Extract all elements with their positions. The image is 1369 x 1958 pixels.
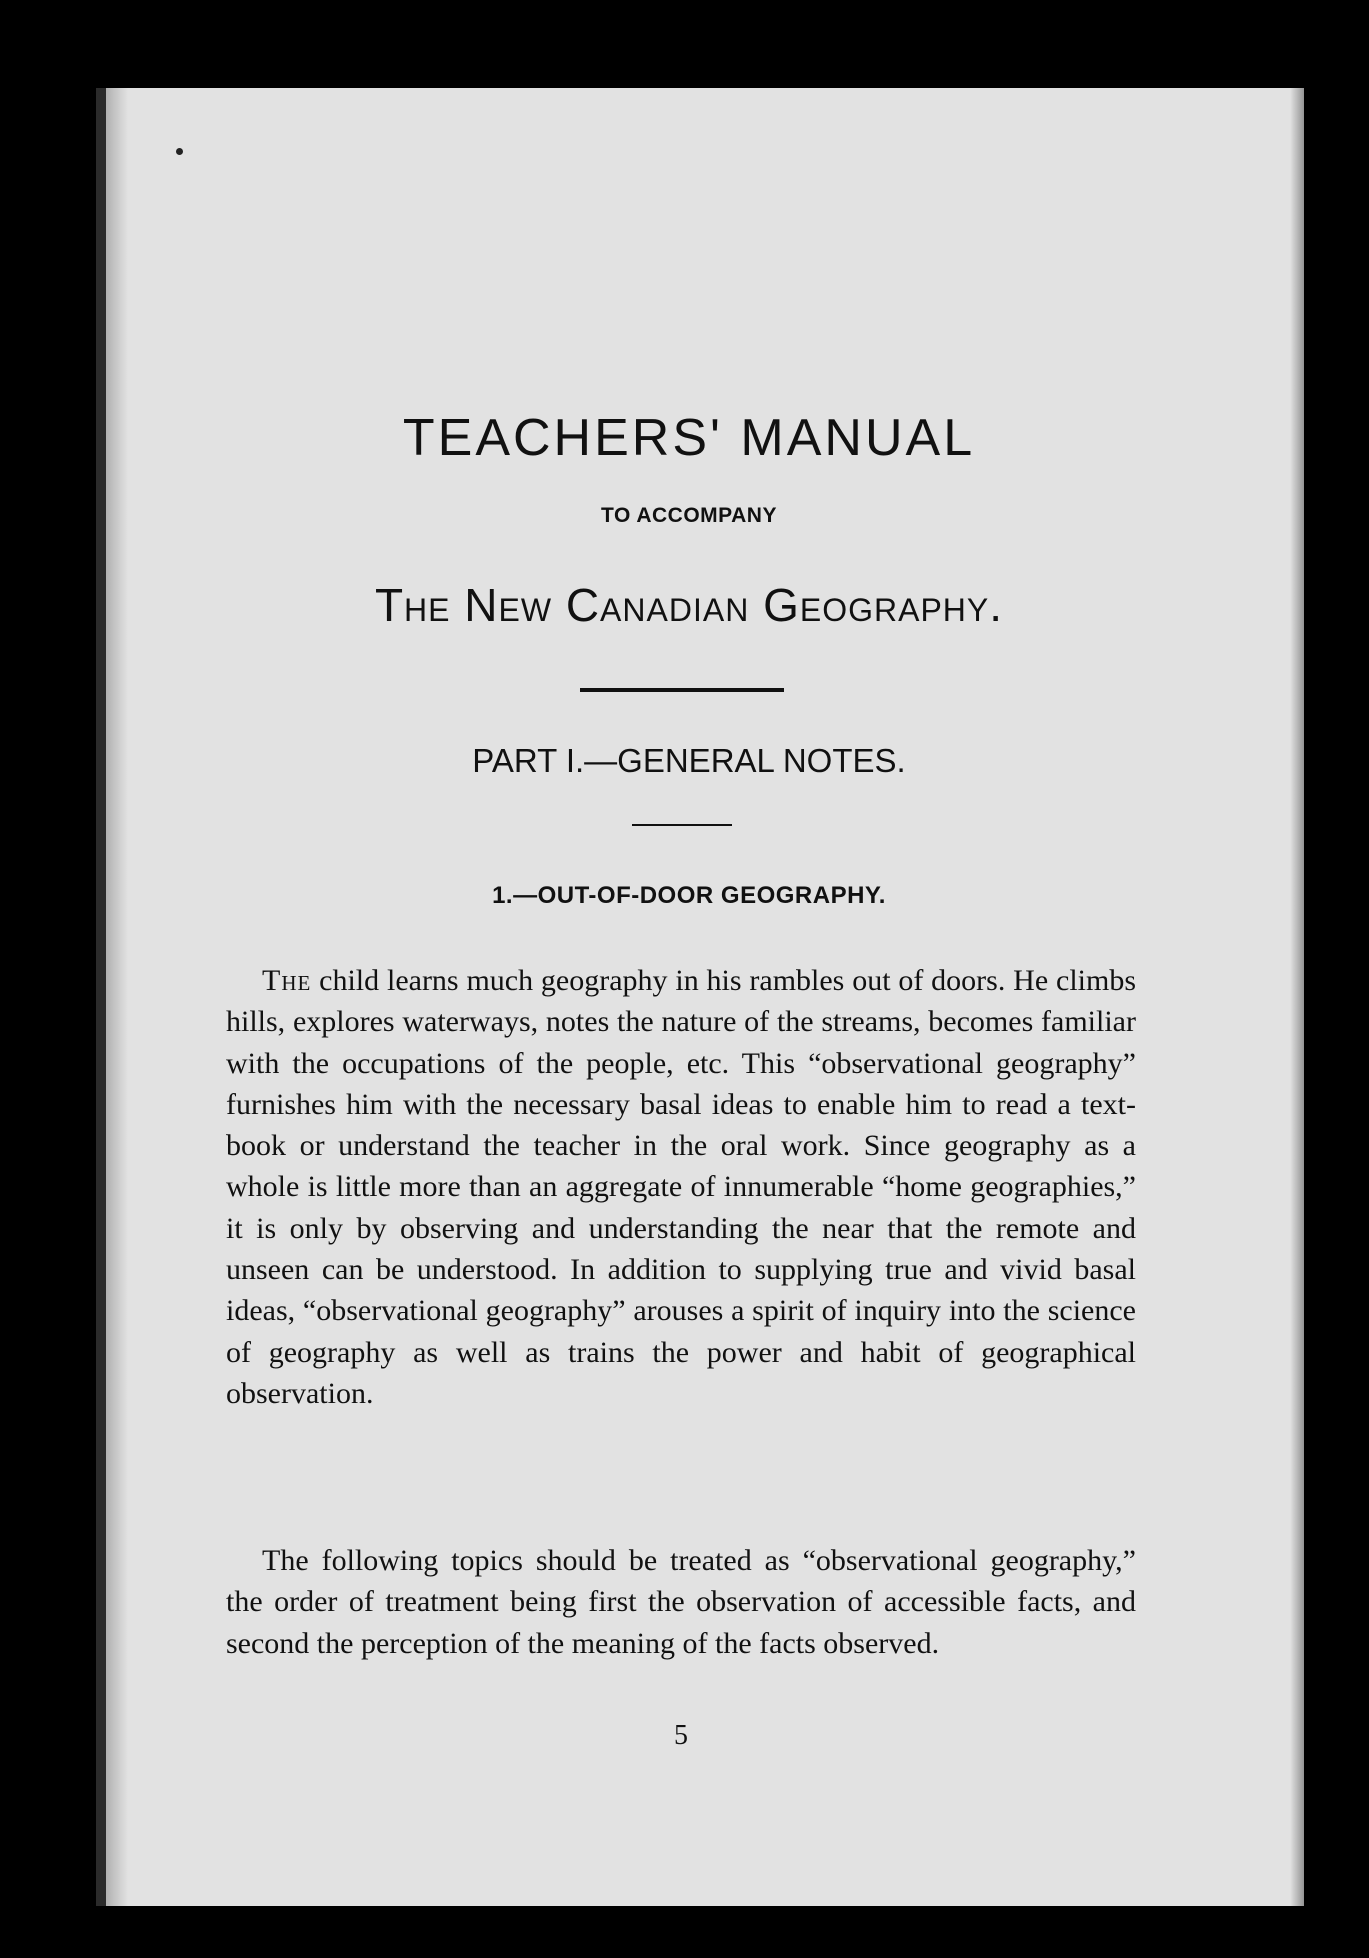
paragraph-1: [226, 960, 1136, 1414]
paragraph-1-text: child learns much geography in his rambles out of doors. He climbs hills, explores waterways, notes the nature of the streams, becomes familiar with the occupations of the people, etc. This “observational geography” furnishes him with the necessary basal ideas to enable him to read a text-book or understand the teacher in the oral work. Since geography as a whole is little more than an aggregate of innumerable “home geographies,” it is only by observing and understanding the near that the remote and unseen can be understood. In addition to supplying true and vivid basal ideas, “observational geography” arouses a spirit of inquiry into the science of geography as well as trains the power and habit of geographical observation.: [226, 964, 1136, 1410]
book-title: The New Canadian Geography.: [374, 579, 1004, 631]
main-title: TEACHERS' MANUAL: [402, 409, 976, 467]
page-number: 5: [674, 1720, 688, 1751]
scanned-page: [96, 88, 1304, 1906]
ink-speck: [176, 148, 183, 155]
paragraph-2: The following topics should be treated as “observational geography,” the order of treatment being first the observation of accessible facts, and second the perception of the meaning of the facts observed.: [226, 1544, 1136, 1660]
divider-rule: [580, 688, 784, 692]
section-heading: 1.—OUT-OF-DOOR GEOGRAPHY.: [492, 882, 886, 909]
paragraph-lead-word: The: [262, 964, 312, 997]
subtitle-to-accompany: TO ACCOMPANY: [601, 504, 777, 527]
part-heading: PART I.—GENERAL NOTES.: [472, 742, 906, 779]
divider-rule-short: [632, 824, 732, 826]
